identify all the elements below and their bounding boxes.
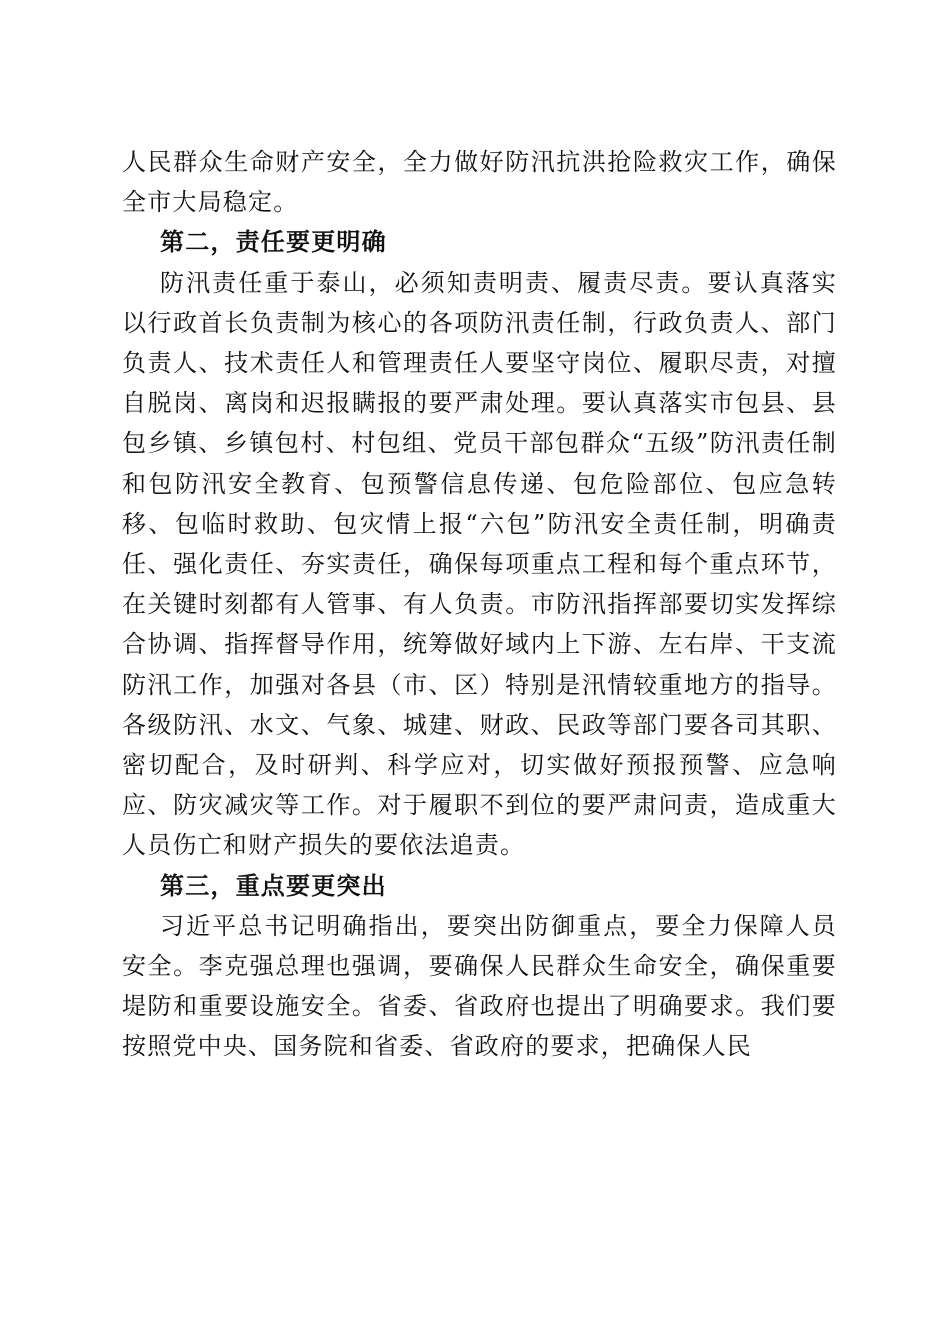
paragraph-continuation: 人民群众生命财产安全，全力做好防汛抗洪抢险救灾工作，确保全市大局稳定。 [122,148,837,217]
section-heading-third: 第三，重点要更突出 [160,870,387,900]
paragraph-responsibility: 防汛责任重于泰山，必须知责明责、履责尽责。要认真落实以行政首长负责制为核心的各项防汛责任制，行政负责人、部门负责人、技术责任人和管理责任人要坚守岗位、履职尽责，对擅自脱岗、离岗和迟报瞒报的要严肃处理。要认真落实市包县、县包乡镇、乡镇包村、村包组、党员干部包群众“五级”防汛责任制和包防汛安全教育、包预警信息传递、包危险部位、包应急转移、包临时救助、包灾情上报“六包”防汛安全责任制，明确责任、强化责任、夯实责任，确保每项重点工程和每个重点环节，在关键时刻都有人管事、有人负责。市防汛指挥部要切实发挥综合协调、指挥督导作用，统筹做好域内上下游、左右岸、干支流防汛工作，加强对各县（市、区）特别是汛情较重地方的指导。各级防汛、水文、气象、城建、财政、民政等部门要各司其职、密切配合，及时研判、科学应对，切实做好预报预警、应急响应、防灾减灾等工作。对于履职不到位的要严肃问责，造成重大人员伤亡和财产损失的要依法追责。 [122,268,837,860]
document-body [122,142,837,1067]
section-heading-second: 第二，责任要更明确 [160,227,387,257]
paragraph-key-points: 习近平总书记明确指出，要突出防御重点，要全力保障人员安全。李克强总理也强调，要确保人民群众生命安全，确保重要堤防和重要设施安全。省委、省政府也提出了明确要求。我们要按照党中央、国务院和省委、省政府的要求，把确保人民 [122,911,837,1061]
